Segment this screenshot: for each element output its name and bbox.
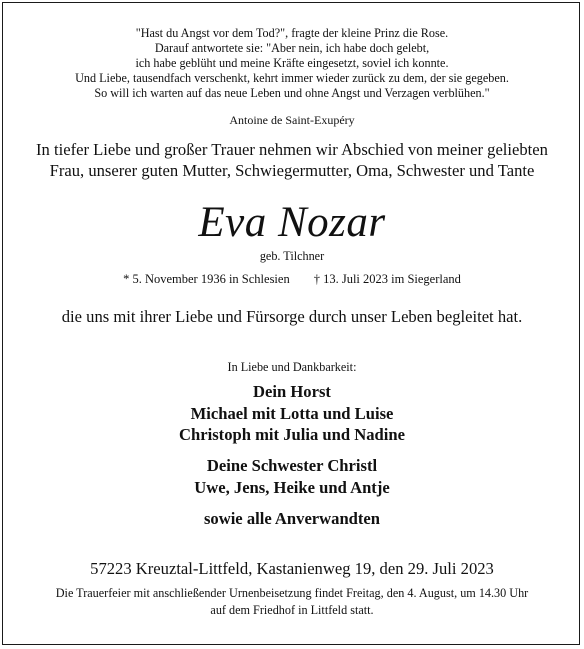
death-date: † 13. Juli 2023 im Siegerland [313,272,461,286]
birth-name: geb. Tilchner [259,249,325,263]
service-line: Die Trauerfeier mit anschließender Urnenbeisetzung findet Freitag, den 4. August, um 14.30 Uhr [55,586,529,600]
mourner-line: Michael mit Lotta und Luise [190,403,394,423]
service-line: auf dem Friedhof in Littfeld statt. [210,603,374,617]
quote-line: "Hast du Angst vor dem Tod?", fragte der kleine Prinz die Rose. [135,26,449,40]
mourner-line: Dein Horst [253,382,331,401]
mourners-group-relatives [0,508,584,530]
mourners-intro: In Liebe und Dankbarkeit: [227,360,357,374]
place-and-date: 57223 Kreuztal-Littfeld, Kastanienweg 19, den 29. Juli 2023 [90,559,494,578]
quote-line: Darauf antwortete sie: "Aber nein, ich habe doch gelebt, [154,41,430,55]
mourner-line: Deine Schwester Christl [206,456,378,475]
intro-text [0,139,584,181]
mourner-line: Christoph mit Julia und Nadine [179,425,405,444]
quote-line: Und Liebe, tausendfach verschenkt, kehrt immer wieder zurück zu dem, der sie gegeben. [75,71,509,85]
deceased-name: Eva Nozar [198,199,386,246]
intro-line: In tiefer Liebe und großer Trauer nehmen wir Abschied von meiner geliebten [36,140,548,159]
mourner-line: Uwe, Jens, Heike und Antje [194,477,390,497]
mourners-group-sister [0,455,584,498]
mourner-line: sowie alle Anverwandten [203,509,381,528]
quote-author: Antoine de Saint-Exupéry [229,113,355,127]
service-info [0,585,584,619]
intro-line: Frau, unserer guten Mutter, Schwiegermutter, Oma, Schwester und Tante [49,161,535,180]
mourners-group-family [0,381,584,446]
life-dates [0,272,584,287]
quote-line: So will ich warten auf das neue Leben und ohne Angst und Verzagen verblühen." [94,86,490,100]
quote-line: ich habe geblüht und meine Kräfte eingesetzt, soviel ich konnte. [135,56,449,70]
birth-date: * 5. November 1936 in Schlesien [123,272,290,286]
quote-block [0,26,584,101]
tribute-text: die uns mit ihrer Liebe und Fürsorge durch unser Leben begleitet hat. [61,307,523,326]
